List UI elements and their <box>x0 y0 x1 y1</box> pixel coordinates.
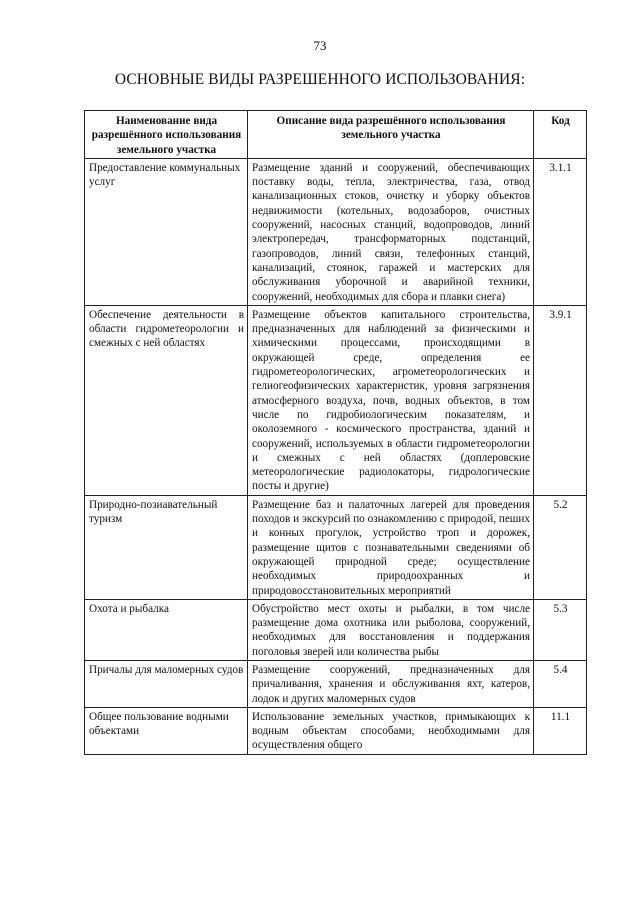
row-description: Использование земельных участков, примыкающих к водным объектам способами, необходимыми для осуществления общего <box>248 707 534 754</box>
table-header-row <box>85 111 587 159</box>
row-code: 5.4 <box>534 660 587 707</box>
table-row <box>85 305 587 495</box>
table-row <box>85 660 587 707</box>
page-number: 73 <box>313 38 327 53</box>
row-description: Размещение объектов капитального строительства, предназначенных для наблюдений за физическими и химическими процессами, происходящими в окружающей среде, определения ее гидрометеорологических, агрометеорологических и гелиогеофизических характеристик, уровня загрязнения атмосферного воздуха, почв, водных объектов, в том числе по гидробиологическим показателям, и околоземного - космического пространства, зданий и сооружений, используемых в области гидрометеорологии и смежных с ней областях (доплеровские метеорологические радиолокаторы, гидрологические посты и другие) <box>248 305 534 495</box>
table-row <box>85 158 587 305</box>
permitted-use-table <box>84 110 587 755</box>
document-title: ОСНОВНЫЕ ВИДЫ РАЗРЕШЕННОГО ИСПОЛЬЗОВАНИЯ: <box>114 71 526 88</box>
row-name: Причалы для маломерных судов <box>85 660 248 707</box>
row-description: Размещение зданий и сооружений, обеспечивающих поставку воды, тепла, электричества, газа, отвод канализационных стоков, очистку и уборку объектов недвижимости (котельных, водозаборов, очистных сооружений, насосных станций, водопроводов, линий электропередач, трансформаторных подстанций, газопроводов, линий связи, телефонных станций, канализаций, стоянок, гаражей и мастерских для обслуживания уборочной и аварийной техники, сооружений, необходимых для сбора и плавки снега) <box>248 158 534 305</box>
row-code: 5.3 <box>534 599 587 660</box>
row-code: 3.9.1 <box>534 305 587 495</box>
row-name: Охота и рыбалка <box>85 599 248 660</box>
table-row <box>85 707 587 754</box>
header-description: Описание вида разрешённого использования земельного участка <box>248 111 534 159</box>
table-row <box>85 495 587 599</box>
row-description: Размещение сооружений, предназначенных для причаливания, хранения и обслуживания яхт, катеров, лодок и других маломерных судов <box>248 660 534 707</box>
row-description: Размещение баз и палаточных лагерей для проведения походов и экскурсий по ознакомлению с природой, пеших и конных прогулок, устройство троп и дорожек, размещение щитов с познавательными сведениями об окружающей природной среде; осуществление необходимых природоохранных и природовосстановительных мероприятий <box>248 495 534 599</box>
row-name: Обеспечение деятельности в области гидрометеорологии и смежных с ней областях <box>85 305 248 495</box>
row-name: Предоставление коммунальных услуг <box>85 158 248 305</box>
row-code: 3.1.1 <box>534 158 587 305</box>
header-name: Наименование вида разрешённого использования земельного участка <box>85 111 248 159</box>
row-name: Общее пользование водными объектами <box>85 707 248 754</box>
row-code: 5.2 <box>534 495 587 599</box>
row-name: Природно-позиавательный туризм <box>85 495 248 599</box>
header-code: Код <box>534 111 587 159</box>
table-row <box>85 599 587 660</box>
row-description: Обустройство мест охоты и рыбалки, в том числе размещение дома охотника или рыболова, сооружений, необходимых для восстановления и поддержания поголовья зверей или количества рыбы <box>248 599 534 660</box>
row-code: 11.1 <box>534 707 587 754</box>
